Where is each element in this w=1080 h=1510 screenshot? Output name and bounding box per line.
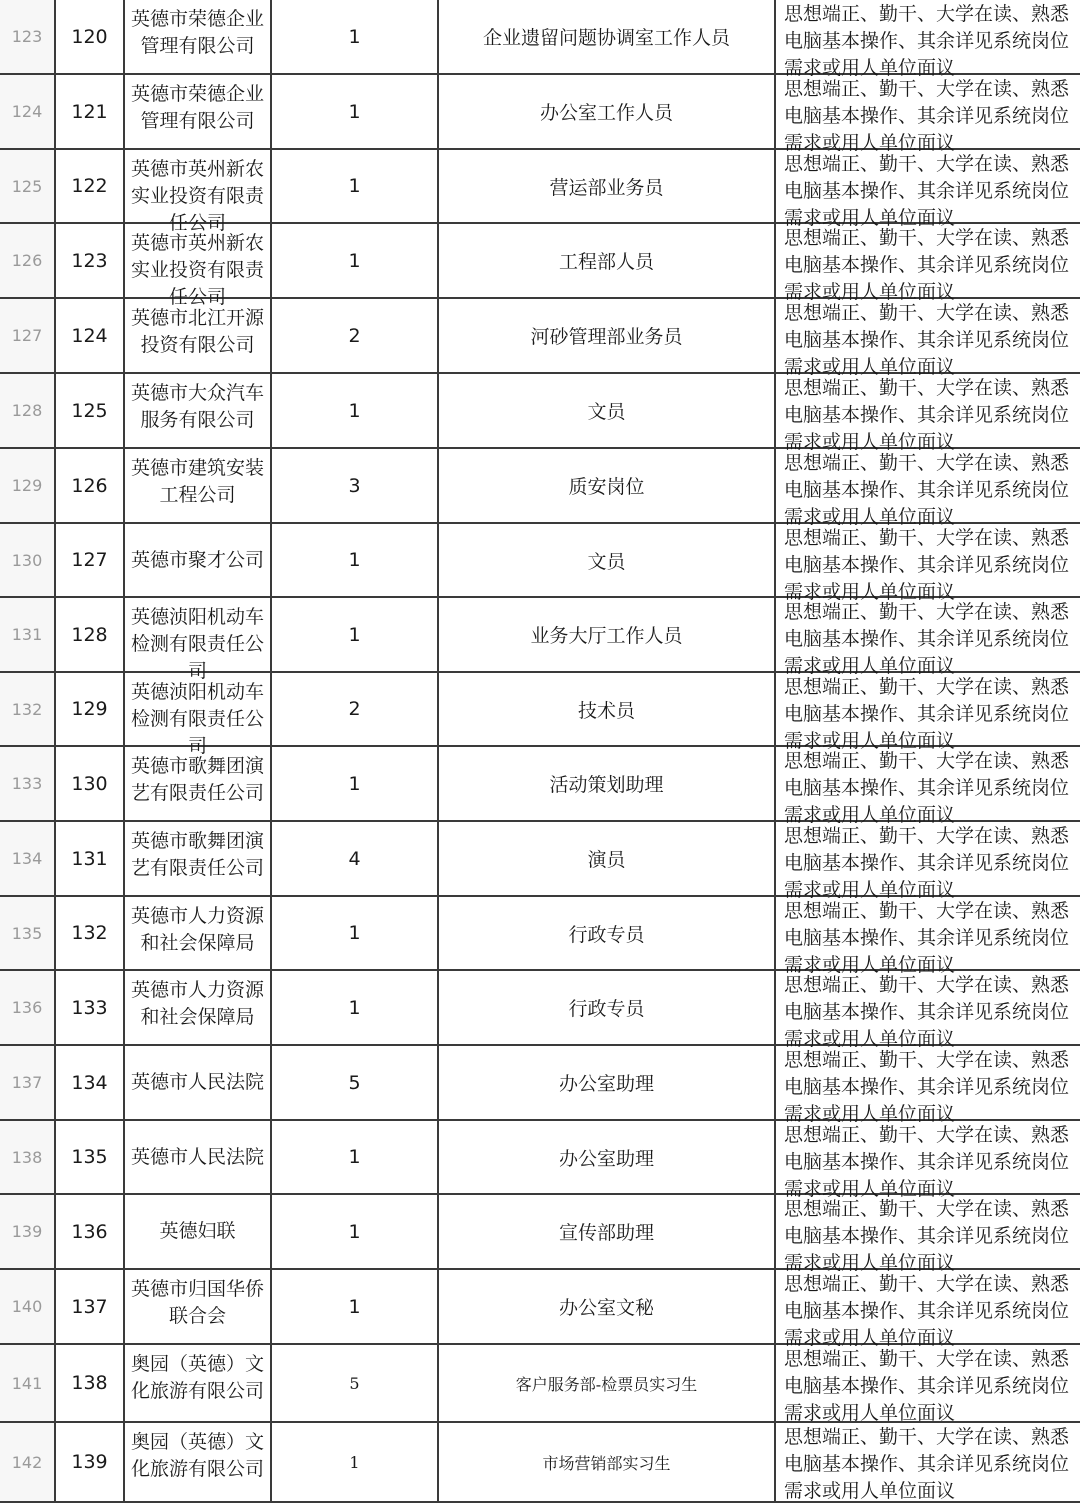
serial-number-cell[interactable]: 126 (54, 449, 123, 522)
table-row[interactable] (0, 673, 1080, 757)
requirement-cell[interactable]: 思想端正、勤干、大学在读、熟悉电脑基本操作、其余详见系统岗位需求或用人单位面议 (774, 1423, 1080, 1501)
table-row[interactable] (0, 598, 1080, 682)
row-header-number[interactable]: 140 (0, 1270, 54, 1343)
position-cell[interactable]: 市场营销部实习生 (437, 1423, 774, 1501)
requirement-cell[interactable]: 思想端正、勤干、大学在读、熟悉电脑基本操作、其余详见系统岗位需求或用人单位面议 (774, 1195, 1080, 1268)
row-header-number[interactable]: 131 (0, 598, 54, 671)
serial-number-cell[interactable]: 128 (54, 598, 123, 671)
row-header-number[interactable]: 136 (0, 971, 54, 1044)
table-row[interactable] (0, 1046, 1080, 1125)
position-cell[interactable]: 办公室工作人员 (437, 75, 774, 148)
position-cell[interactable]: 文员 (437, 374, 774, 447)
position-cell[interactable]: 企业遗留问题协调室工作人员 (437, 0, 774, 73)
table-row[interactable] (0, 0, 1080, 79)
requirement-cell[interactable]: 思想端正、勤干、大学在读、熟悉电脑基本操作、其余详见系统岗位需求或用人单位面议 (774, 1121, 1080, 1193)
position-cell[interactable]: 演员 (437, 822, 774, 895)
row-header-number[interactable]: 142 (0, 1423, 54, 1501)
headcount-cell[interactable]: 1 (270, 1195, 437, 1268)
requirement-cell[interactable]: 思想端正、勤干、大学在读、熟悉电脑基本操作、其余详见系统岗位需求或用人单位面议 (774, 673, 1080, 745)
employer-cell[interactable]: 英德市歌舞团演艺有限责任公司 (123, 822, 270, 895)
row-header-number[interactable]: 130 (0, 524, 54, 596)
position-cell[interactable]: 活动策划助理 (437, 747, 774, 820)
headcount-cell[interactable]: 2 (270, 673, 437, 745)
requirement-cell[interactable]: 思想端正、勤干、大学在读、熟悉电脑基本操作、其余详见系统岗位需求或用人单位面议 (774, 1345, 1080, 1421)
serial-number-cell[interactable]: 139 (54, 1423, 123, 1501)
table-row[interactable] (0, 1345, 1080, 1423)
requirement-cell[interactable]: 思想端正、勤干、大学在读、熟悉电脑基本操作、其余详见系统岗位需求或用人单位面议 (774, 598, 1080, 671)
serial-number-cell[interactable]: 135 (54, 1121, 123, 1193)
serial-number-cell[interactable]: 130 (54, 747, 123, 820)
headcount-cell[interactable]: 5 (270, 1046, 437, 1119)
requirement-cell[interactable]: 思想端正、勤干、大学在读、熟悉电脑基本操作、其余详见系统岗位需求或用人单位面议 (774, 0, 1080, 73)
employer-cell[interactable]: 英德市聚才公司 (123, 524, 270, 596)
headcount-cell[interactable]: 1 (270, 598, 437, 671)
headcount-cell[interactable]: 1 (270, 971, 437, 1044)
requirement-cell[interactable]: 思想端正、勤干、大学在读、熟悉电脑基本操作、其余详见系统岗位需求或用人单位面议 (774, 299, 1080, 372)
row-header-number[interactable]: 126 (0, 224, 54, 297)
requirement-cell[interactable]: 思想端正、勤干、大学在读、熟悉电脑基本操作、其余详见系统岗位需求或用人单位面议 (774, 75, 1080, 148)
table-row[interactable] (0, 75, 1080, 154)
headcount-cell[interactable]: 1 (270, 1423, 437, 1501)
serial-number-cell[interactable]: 124 (54, 299, 123, 372)
employer-cell[interactable]: 英德市人民法院 (123, 1046, 270, 1119)
row-header-number[interactable]: 127 (0, 299, 54, 372)
headcount-cell[interactable]: 4 (270, 822, 437, 895)
table-row[interactable] (0, 299, 1080, 378)
position-cell[interactable]: 文员 (437, 524, 774, 596)
employer-cell[interactable]: 英德市归国华侨联合会 (123, 1270, 270, 1343)
requirement-cell[interactable]: 思想端正、勤干、大学在读、熟悉电脑基本操作、其余详见系统岗位需求或用人单位面议 (774, 224, 1080, 297)
employer-cell[interactable]: 英德浈阳机动车检测有限责任公司 (123, 598, 270, 671)
headcount-cell[interactable]: 1 (270, 524, 437, 596)
serial-number-cell[interactable]: 122 (54, 150, 123, 222)
employer-cell[interactable]: 英德市建筑安装工程公司 (123, 449, 270, 522)
position-cell[interactable]: 行政专员 (437, 971, 774, 1044)
headcount-cell[interactable]: 1 (270, 747, 437, 820)
position-cell[interactable]: 行政专员 (437, 897, 774, 969)
row-header-number[interactable]: 123 (0, 0, 54, 73)
requirement-cell[interactable]: 思想端正、勤干、大学在读、熟悉电脑基本操作、其余详见系统岗位需求或用人单位面议 (774, 971, 1080, 1044)
serial-number-cell[interactable]: 131 (54, 822, 123, 895)
headcount-cell[interactable]: 1 (270, 75, 437, 148)
serial-number-cell[interactable]: 120 (54, 0, 123, 73)
position-cell[interactable]: 办公室助理 (437, 1046, 774, 1119)
row-header-number[interactable]: 124 (0, 75, 54, 148)
row-header-number[interactable]: 134 (0, 822, 54, 895)
position-cell[interactable]: 工程部人员 (437, 224, 774, 297)
row-header-number[interactable]: 137 (0, 1046, 54, 1119)
requirement-cell[interactable]: 思想端正、勤干、大学在读、熟悉电脑基本操作、其余详见系统岗位需求或用人单位面议 (774, 1270, 1080, 1343)
table-row[interactable] (0, 747, 1080, 826)
headcount-cell[interactable]: 1 (270, 374, 437, 447)
row-header-number[interactable]: 138 (0, 1121, 54, 1193)
table-row[interactable] (0, 224, 1080, 308)
serial-number-cell[interactable]: 125 (54, 374, 123, 447)
serial-number-cell[interactable]: 121 (54, 75, 123, 148)
employer-cell[interactable]: 英德市荣德企业管理有限公司 (123, 0, 270, 73)
requirement-cell[interactable]: 思想端正、勤干、大学在读、熟悉电脑基本操作、其余详见系统岗位需求或用人单位面议 (774, 897, 1080, 969)
employer-cell[interactable]: 奥园（英德）文化旅游有限公司 (123, 1345, 270, 1421)
headcount-cell[interactable]: 5 (270, 1345, 437, 1421)
employer-cell[interactable]: 英德市英州新农实业投资有限责任公司 (123, 224, 270, 297)
table-row[interactable] (0, 1195, 1080, 1274)
headcount-cell[interactable]: 1 (270, 1121, 437, 1193)
headcount-cell[interactable]: 1 (270, 1270, 437, 1343)
row-header-number[interactable]: 125 (0, 150, 54, 222)
requirement-cell[interactable]: 思想端正、勤干、大学在读、熟悉电脑基本操作、其余详见系统岗位需求或用人单位面议 (774, 747, 1080, 820)
employer-cell[interactable]: 英德市人力资源和社会保障局 (123, 897, 270, 969)
employer-cell[interactable]: 英德市大众汽车服务有限公司 (123, 374, 270, 447)
employer-cell[interactable]: 英德妇联 (123, 1195, 270, 1268)
employer-cell[interactable]: 英德市人民法院 (123, 1121, 270, 1193)
serial-number-cell[interactable]: 123 (54, 224, 123, 297)
employer-cell[interactable]: 奥园（英德）文化旅游有限公司 (123, 1423, 270, 1501)
employer-cell[interactable]: 英德市人力资源和社会保障局 (123, 971, 270, 1044)
table-row[interactable] (0, 1121, 1080, 1200)
row-header-number[interactable]: 141 (0, 1345, 54, 1421)
table-row[interactable] (0, 1423, 1080, 1503)
headcount-cell[interactable]: 1 (270, 897, 437, 969)
headcount-cell[interactable]: 3 (270, 449, 437, 522)
table-row[interactable] (0, 449, 1080, 528)
serial-number-cell[interactable]: 137 (54, 1270, 123, 1343)
employer-cell[interactable]: 英德市荣德企业管理有限公司 (123, 75, 270, 148)
row-header-number[interactable]: 139 (0, 1195, 54, 1268)
requirement-cell[interactable]: 思想端正、勤干、大学在读、熟悉电脑基本操作、其余详见系统岗位需求或用人单位面议 (774, 374, 1080, 447)
serial-number-cell[interactable]: 136 (54, 1195, 123, 1268)
table-row[interactable] (0, 374, 1080, 453)
position-cell[interactable]: 质安岗位 (437, 449, 774, 522)
position-cell[interactable]: 客户服务部-检票员实习生 (437, 1345, 774, 1421)
position-cell[interactable]: 办公室文秘 (437, 1270, 774, 1343)
serial-number-cell[interactable]: 133 (54, 971, 123, 1044)
position-cell[interactable]: 宣传部助理 (437, 1195, 774, 1268)
employer-cell[interactable]: 英德市英州新农实业投资有限责任公司 (123, 150, 270, 222)
requirement-cell[interactable]: 思想端正、勤干、大学在读、熟悉电脑基本操作、其余详见系统岗位需求或用人单位面议 (774, 1046, 1080, 1119)
employer-cell[interactable]: 英德浈阳机动车检测有限责任公司 (123, 673, 270, 745)
serial-number-cell[interactable]: 138 (54, 1345, 123, 1421)
requirement-cell[interactable]: 思想端正、勤干、大学在读、熟悉电脑基本操作、其余详见系统岗位需求或用人单位面议 (774, 150, 1080, 222)
headcount-cell[interactable]: 1 (270, 150, 437, 222)
position-cell[interactable]: 河砂管理部业务员 (437, 299, 774, 372)
row-header-number[interactable]: 135 (0, 897, 54, 969)
position-cell[interactable]: 技术员 (437, 673, 774, 745)
headcount-cell[interactable]: 1 (270, 0, 437, 73)
table-row[interactable] (0, 150, 1080, 234)
row-header-number[interactable]: 132 (0, 673, 54, 745)
requirement-cell[interactable]: 思想端正、勤干、大学在读、熟悉电脑基本操作、其余详见系统岗位需求或用人单位面议 (774, 449, 1080, 522)
headcount-cell[interactable]: 1 (270, 224, 437, 297)
position-cell[interactable]: 业务大厅工作人员 (437, 598, 774, 671)
row-header-number[interactable]: 128 (0, 374, 54, 447)
table-row[interactable] (0, 524, 1080, 603)
row-header-number[interactable]: 133 (0, 747, 54, 820)
headcount-cell[interactable]: 2 (270, 299, 437, 372)
serial-number-cell[interactable]: 132 (54, 897, 123, 969)
requirement-cell[interactable]: 思想端正、勤干、大学在读、熟悉电脑基本操作、其余详见系统岗位需求或用人单位面议 (774, 524, 1080, 596)
row-header-number[interactable]: 129 (0, 449, 54, 522)
position-cell[interactable]: 办公室助理 (437, 1121, 774, 1193)
serial-number-cell[interactable]: 127 (54, 524, 123, 596)
serial-number-cell[interactable]: 129 (54, 673, 123, 745)
table-row[interactable] (0, 897, 1080, 976)
employer-cell[interactable]: 英德市北江开源投资有限公司 (123, 299, 270, 372)
employer-cell[interactable]: 英德市歌舞团演艺有限责任公司 (123, 747, 270, 820)
table-row[interactable] (0, 971, 1080, 1050)
table-row[interactable] (0, 822, 1080, 901)
serial-number-cell[interactable]: 134 (54, 1046, 123, 1119)
table-row[interactable] (0, 1270, 1080, 1349)
position-cell[interactable]: 营运部业务员 (437, 150, 774, 222)
requirement-cell[interactable]: 思想端正、勤干、大学在读、熟悉电脑基本操作、其余详见系统岗位需求或用人单位面议 (774, 822, 1080, 895)
